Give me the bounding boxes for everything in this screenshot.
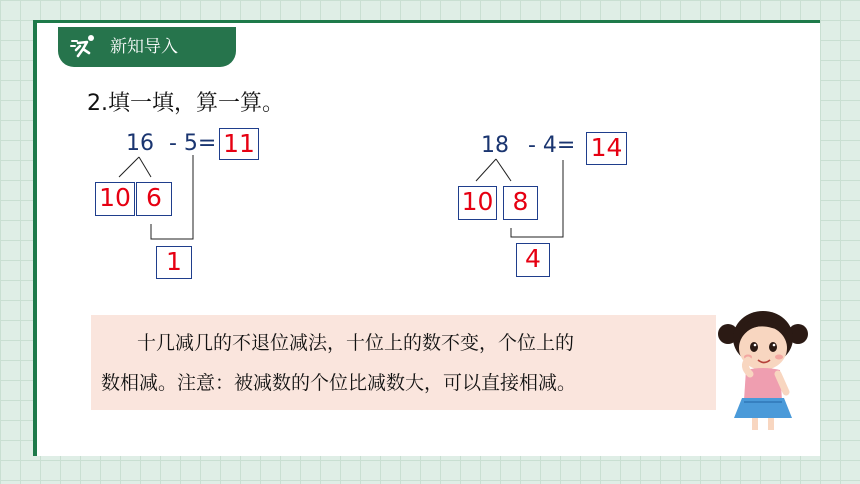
tens-box: 10 [95, 182, 135, 216]
girl-illustration [714, 304, 814, 434]
partial-result-box: 1 [156, 246, 192, 279]
ones-box: 8 [503, 186, 538, 220]
partial-result-box: 4 [516, 243, 550, 277]
badge-label: 新知导入 [110, 37, 178, 57]
note-line-2: 数相减。注意：被减数的个位比减数大，可以直接相减。 [101, 372, 577, 394]
rule-note [91, 315, 716, 410]
note-line-1: 十几减几的不退位减法，十位上的数不变，个位上的 [137, 332, 575, 354]
answer-box: 11 [219, 128, 259, 160]
subtrahend-expression: - 5= [169, 131, 217, 156]
tens-box: 10 [458, 186, 497, 220]
exercise-heading: 2.填一填，算一算。 [87, 91, 284, 116]
answer-box: 14 [586, 132, 627, 165]
minuend: 16 [126, 131, 154, 156]
minuend: 18 [481, 133, 509, 158]
subtrahend-expression: - 4= [528, 133, 576, 158]
slide-card [33, 20, 820, 456]
ones-box: 6 [136, 182, 172, 216]
